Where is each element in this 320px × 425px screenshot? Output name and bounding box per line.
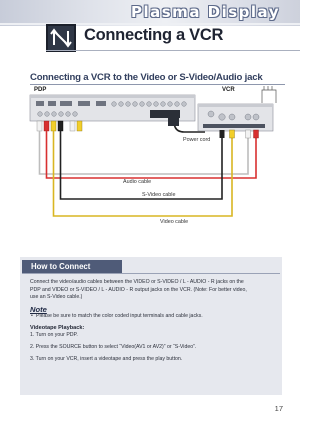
step-1: 1. Turn on your PDP. (30, 332, 78, 338)
connection-arrows-icon (46, 24, 76, 52)
banner-title: Plasma Display (131, 3, 280, 21)
connection-diagram (0, 86, 300, 236)
pdp-label: PDP (34, 87, 47, 93)
note-heading: Note (30, 305, 47, 314)
how-to-divider (22, 273, 280, 274)
note-text: Please be sure to match the color coded input terminals and cable jacks. (36, 312, 203, 319)
intro-line-1: Connect the video/audio cables between the VIDEO or S-VIDEO / L - AUDIO - R jacks on the (30, 279, 244, 285)
intro-line-3: use an S-Video cable.) (30, 294, 83, 300)
audio-cable-label: Audio cable (123, 179, 152, 185)
step-2: 2. Press the SOURCE button to select “Video(AV1 or AV2)” or “S-Video”. (30, 344, 197, 350)
power-cord-label: Power cord (183, 137, 211, 143)
intro-line-2: PDP and VIDEO or S-VIDEO / L - AUDIO - R output jacks on the VCR. (Note: For better video, (30, 286, 247, 293)
section-divider (30, 84, 285, 85)
pdp-cable-plugs (37, 121, 82, 131)
title-divider (46, 50, 300, 51)
step-3: 3. Turn on your VCR, insert a videotape and press the play button. (30, 356, 183, 362)
page-title: Connecting a VCR (84, 26, 224, 44)
section-title: Connecting a VCR to the Video or S-Video/Audio jack (30, 72, 263, 83)
antenna-icon (262, 86, 276, 103)
audio-cable-left (40, 131, 249, 174)
header-banner (0, 0, 300, 26)
video-cable-label: Video cable (160, 219, 189, 225)
playback-heading: Videotape Playback: (30, 325, 85, 331)
diagram-artwork (0, 86, 300, 236)
svideo-cable-label: S-Video cable (142, 192, 176, 198)
vcr-label: VCR (222, 87, 235, 93)
vcr-rear-panel (198, 104, 273, 131)
how-to-tab (22, 260, 122, 273)
note-bullet: • (31, 312, 33, 319)
power-cord-plug (168, 116, 179, 126)
how-to-tab-label: How to Connect (31, 261, 91, 271)
audio-cable-right (47, 131, 257, 178)
page-number: 17 (274, 404, 283, 413)
